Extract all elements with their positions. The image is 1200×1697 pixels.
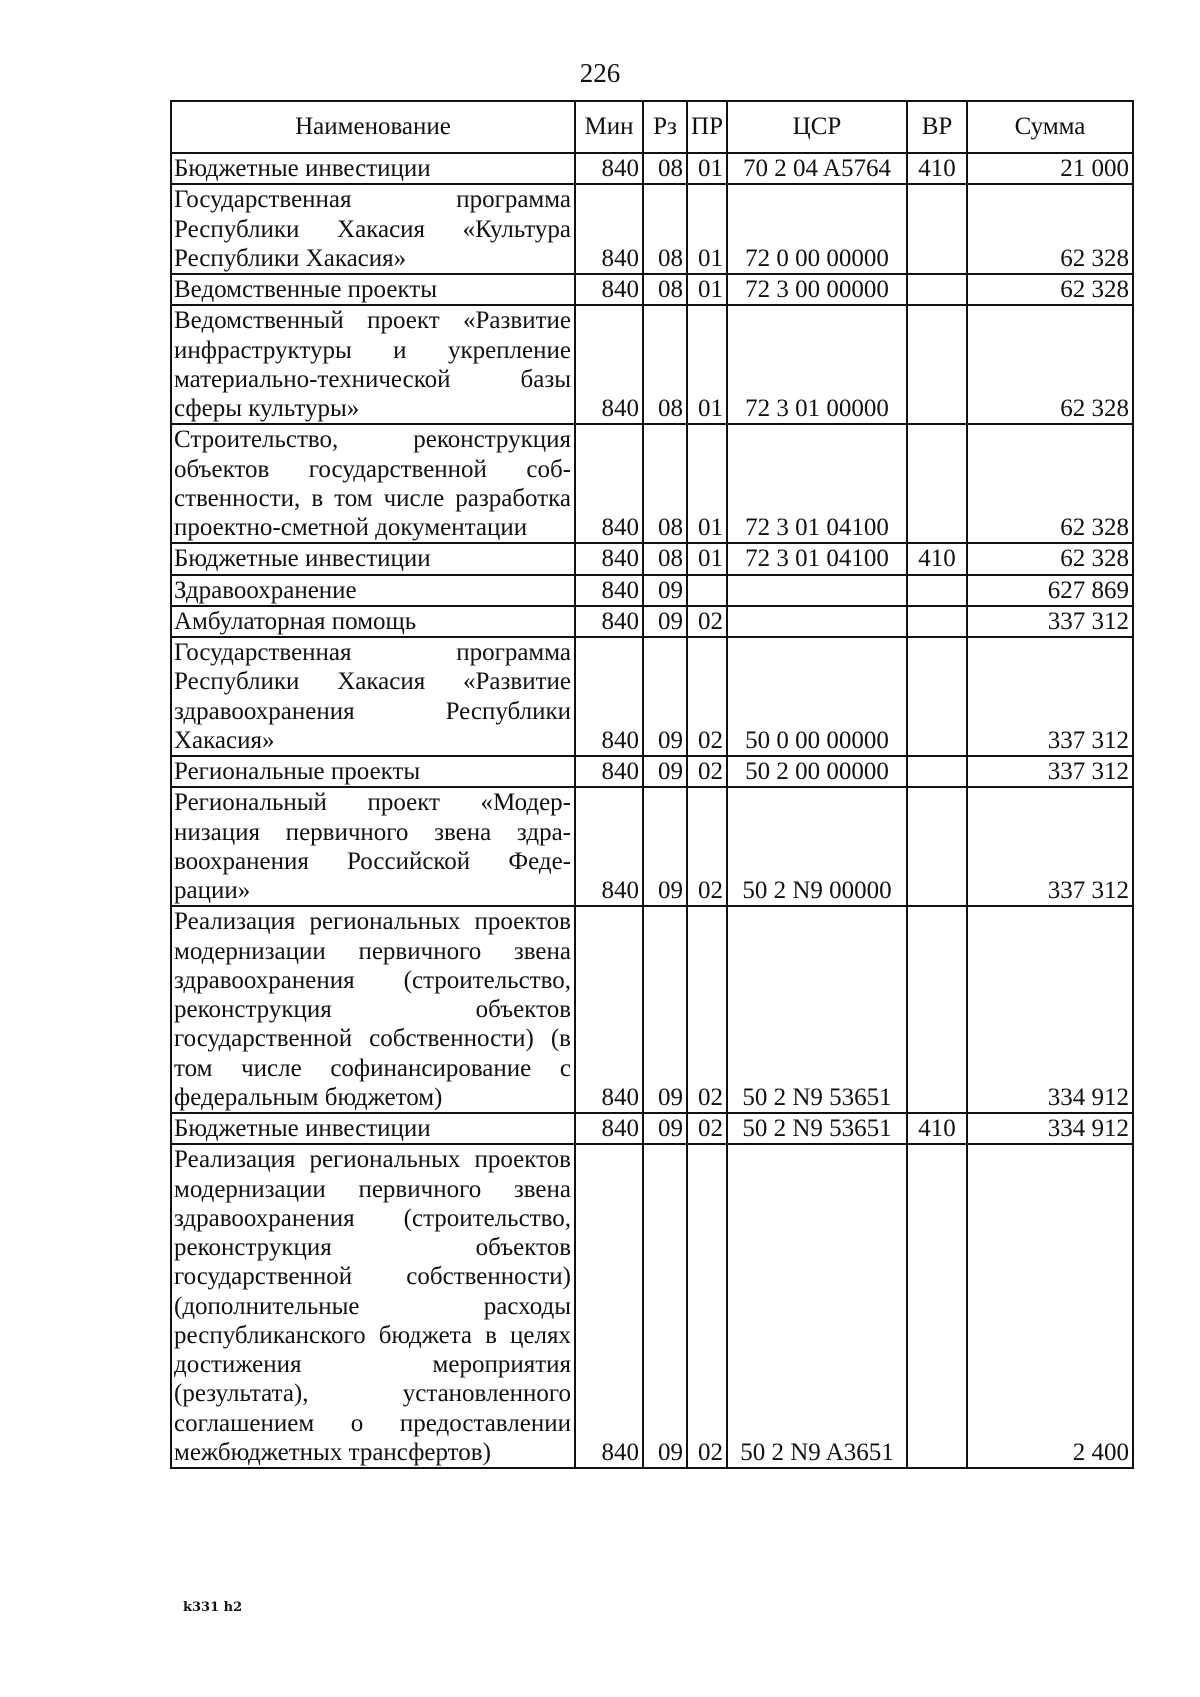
row-name: Амбулаторная помощь [171,606,575,637]
row-sum: 337 312 [967,637,1133,756]
row-pr: 02 [687,906,727,1113]
row-sum: 337 312 [967,787,1133,906]
row-min: 840 [575,543,643,574]
row-min: 840 [575,787,643,906]
header-csr: ЦСР [727,101,907,153]
row-csr: 50 0 00 00000 [727,637,907,756]
row-sum: 62 328 [967,424,1133,543]
footer-code: k331 h2 [183,1600,243,1615]
row-min: 840 [575,305,643,424]
row-min: 840 [575,274,643,305]
row-pr [687,575,727,606]
row-rz: 09 [643,756,687,787]
row-rz: 08 [643,424,687,543]
row-name: Здравоохранение [171,575,575,606]
row-sum: 62 328 [967,184,1133,274]
row-sum: 337 312 [967,756,1133,787]
row-csr: 50 2 N9 53651 [727,906,907,1113]
row-vr [907,787,967,906]
table-row [171,756,1133,787]
row-vr [907,575,967,606]
row-pr: 01 [687,543,727,574]
row-min: 840 [575,606,643,637]
row-csr [727,606,907,637]
row-csr: 72 3 01 04100 [727,543,907,574]
table-row [171,637,1133,756]
row-csr: 72 3 01 04100 [727,424,907,543]
row-csr: 72 0 00 00000 [727,184,907,274]
table-row [171,575,1133,606]
row-name: Бюджетные инвестиции [171,1113,575,1144]
header-rz: Рз [643,101,687,153]
budget-table [170,100,1134,1469]
row-min: 840 [575,1144,643,1468]
table-row [171,424,1133,543]
row-vr [907,637,967,756]
row-rz: 09 [643,1113,687,1144]
row-vr [907,606,967,637]
row-rz: 08 [643,153,687,184]
row-min: 840 [575,637,643,756]
row-pr: 02 [687,756,727,787]
row-vr [907,906,967,1113]
row-rz: 09 [643,637,687,756]
table-row [171,184,1133,274]
row-min: 840 [575,184,643,274]
table-row [171,1144,1133,1468]
page-number: 226 [579,58,621,88]
table-row [171,787,1133,906]
row-min: 840 [575,575,643,606]
row-sum: 334 912 [967,906,1133,1113]
header-name: Наименование [171,101,575,153]
row-csr: 50 2 N9 53651 [727,1113,907,1144]
row-rz: 09 [643,575,687,606]
row-sum: 627 869 [967,575,1133,606]
header-pr: ПР [687,101,727,153]
row-name: Государственная программа Республики Хакасия «Культура Республики Хакасия» [171,184,575,274]
header-vr: ВР [907,101,967,153]
row-csr: 50 2 N9 00000 [727,787,907,906]
row-name: Бюджетные инвестиции [171,153,575,184]
row-csr [727,575,907,606]
row-sum: 334 912 [967,1113,1133,1144]
row-vr: 410 [907,153,967,184]
row-pr: 01 [687,184,727,274]
row-pr: 02 [687,606,727,637]
header-min: Мин [575,101,643,153]
row-pr: 01 [687,274,727,305]
table-row [171,305,1133,424]
row-rz: 09 [643,1144,687,1468]
table-row [171,274,1133,305]
table-row [171,906,1133,1113]
row-name: Реализация региональных проектов модернизации первичного звена здравоохранения (строительство, реконструкция объектов государственной собственности) (дополнительные расходы республиканского бюджета в целях достижения мероприятия (результата), установленного соглашением о предоставлении межбюджетных трансфертов) [171,1144,575,1468]
row-name: Строительство, реконструкция объектов государственной собственности, в том числе разработка проектно-сметной документации [171,424,575,543]
row-csr: 50 2 00 00000 [727,756,907,787]
row-rz: 09 [643,787,687,906]
table-row [171,1113,1133,1144]
row-rz: 09 [643,906,687,1113]
row-min: 840 [575,756,643,787]
row-pr: 01 [687,424,727,543]
row-min: 840 [575,1113,643,1144]
row-sum: 62 328 [967,305,1133,424]
row-vr [907,274,967,305]
row-min: 840 [575,153,643,184]
row-vr [907,1144,967,1468]
row-vr [907,756,967,787]
row-name: Региональные проекты [171,756,575,787]
row-name: Ведомственный проект «Развитие инфраструктуры и укрепление материально-технической базы сферы культуры» [171,305,575,424]
row-name: Государственная программа Республики Хакасия «Развитие здравоохранения Республики Хакасия» [171,637,575,756]
row-rz: 08 [643,184,687,274]
row-sum: 62 328 [967,274,1133,305]
row-vr [907,305,967,424]
row-csr: 72 3 00 00000 [727,274,907,305]
row-name: Реализация региональных проектов модернизации первичного звена здравоохранения (строительство, реконструкция объектов государственной собственности) (в том числе софинансирование с федеральным бюджетом) [171,906,575,1113]
row-vr [907,184,967,274]
row-sum: 62 328 [967,543,1133,574]
row-pr: 02 [687,1113,727,1144]
row-pr: 02 [687,787,727,906]
row-name: Бюджетные инвестиции [171,543,575,574]
row-rz: 08 [643,543,687,574]
row-vr [907,424,967,543]
row-vr: 410 [907,543,967,574]
table-header-row [171,101,1133,153]
row-pr: 01 [687,153,727,184]
row-pr: 01 [687,305,727,424]
row-rz: 09 [643,606,687,637]
row-csr: 50 2 N9 A3651 [727,1144,907,1468]
row-vr: 410 [907,1113,967,1144]
row-csr: 72 3 01 00000 [727,305,907,424]
table-row [171,153,1133,184]
row-pr: 02 [687,1144,727,1468]
header-sum: Сумма [967,101,1133,153]
row-name: Ведомственные проекты [171,274,575,305]
row-sum: 337 312 [967,606,1133,637]
row-name: Региональный проект «Модернизация первичного звена здравоохранения Российской Федерации» [171,787,575,906]
row-sum: 2 400 [967,1144,1133,1468]
table-row [171,543,1133,574]
table-row [171,606,1133,637]
row-rz: 08 [643,274,687,305]
row-csr: 70 2 04 A5764 [727,153,907,184]
row-min: 840 [575,906,643,1113]
row-sum: 21 000 [967,153,1133,184]
row-min: 840 [575,424,643,543]
row-pr: 02 [687,637,727,756]
row-rz: 08 [643,305,687,424]
